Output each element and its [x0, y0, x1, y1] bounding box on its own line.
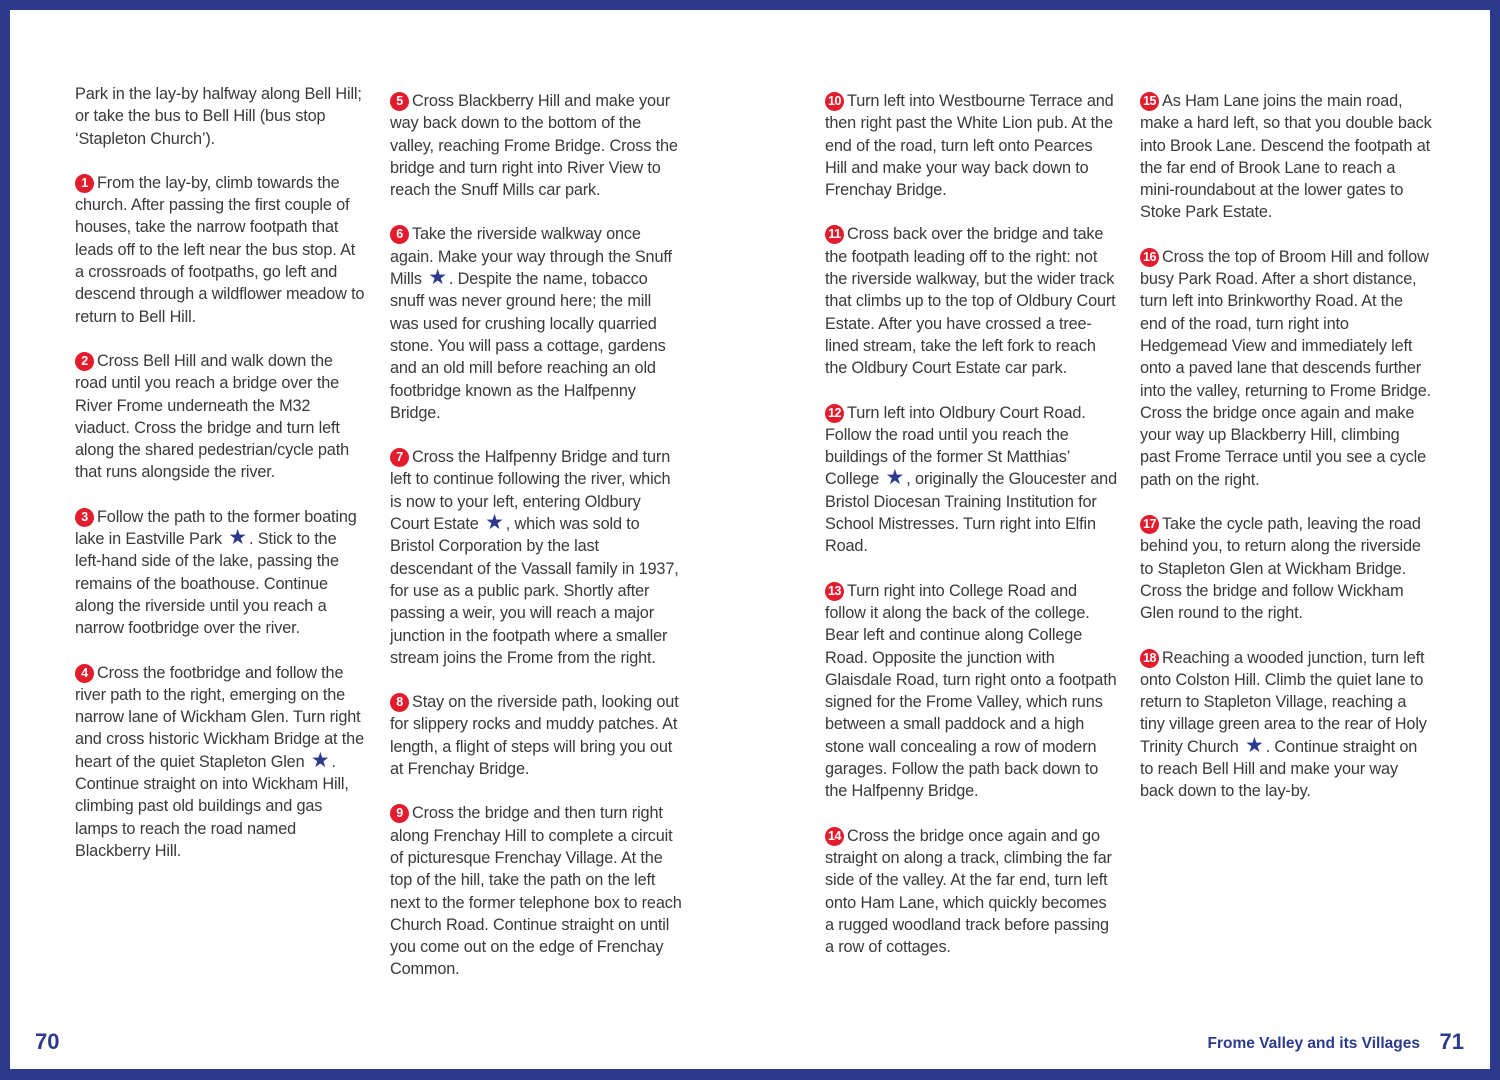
- step-number-badge: 18: [1140, 649, 1159, 668]
- step-8: 8 Stay on the riverside path, looking out for slippery rocks and muddy patches. At length, a flight of steps will bring you out at Frenchay Bridge.: [390, 693, 679, 779]
- step-7: 7 Cross the Halfpenny Bridge and turn left to continue following the river, which is now to your left, entering Oldbury Court Estate ★ , which was sold to Bristol Corporation by the last descendant of the Vassall family in 1937, for use as a public park. Shortly after passing a weir, you will reach a major junction in the footpath where a smaller stream joins the Frome from the right.: [390, 448, 679, 667]
- star-icon: ★: [485, 511, 504, 535]
- step-number-badge: 17: [1140, 515, 1159, 534]
- step-number-badge: 15: [1140, 92, 1159, 111]
- step-number-badge: 6: [390, 225, 409, 244]
- page-number-left: 70: [35, 1029, 60, 1054]
- column-2: [390, 90, 682, 1003]
- step-17: 17 Take the cycle path, leaving the road behind you, to return along the riverside to Stapleton Glen at Wickham Bridge. Cross the bridge and follow Wickham Glen round to the right.: [1140, 515, 1421, 623]
- step-2: 2 Cross Bell Hill and walk down the road until you reach a bridge over the River Frome underneath the M32 viaduct. Cross the bridge and turn left along the shared pedestrian/cycle path that runs alongside the river.: [75, 351, 349, 482]
- step-9: 9 Cross the bridge and then turn right along Frenchay Hill to complete a circuit of picturesque Frenchay Village. At the top of the hill, take the path on the left next to the former telephone box to reach Church Road. Continue straight on until you come out on the edge of Frenchay Common.: [390, 804, 682, 979]
- column-4: [1140, 90, 1432, 825]
- step-1: 1 From the lay-by, climb towards the church. After passing the first couple of houses, take the narrow footpath that leads off to the left near the bus stop. At a crossroads of footpaths, go left and descend through a wildflower meadow to return to Bell Hill.: [75, 173, 365, 326]
- intro-text: Park in the lay-by halfway along Bell Hill; or take the bus to Bell Hill (bus stop ‘Stapleton Church’).: [75, 85, 362, 148]
- star-icon: ★: [428, 266, 447, 290]
- step-number-badge: 8: [390, 693, 409, 712]
- book-spread: [10, 10, 1490, 1069]
- step-4: 4 Cross the footbridge and follow the river path to the right, emerging on the narrow lane of Wickham Glen. Turn right and cross historic Wickham Bridge at the heart of the quiet Stapleton Glen ★ . Continue straight on into Wickham Hill, climbing past old buildings and gas lamps to reach the road named Blackberry Hill.: [75, 663, 364, 860]
- step-number-badge: 7: [390, 448, 409, 467]
- step-number-badge: 10: [825, 92, 844, 111]
- step-11: 11 Cross back over the bridge and take the footpath leading off to the right: not the riverside walkway, but the wider track that climbs up to the top of Oldbury Court Estate. After you have crossed a tree-lined stream, take the left fork to reach the Oldbury Court Estate car park.: [825, 225, 1116, 378]
- step-number-badge: 12: [825, 404, 844, 423]
- step-5: 5 Cross Blackberry Hill and make your way back down to the bottom of the valley, reaching Frome Bridge. Cross the bridge and turn right into River View to reach the Snuff Mills car park.: [390, 92, 678, 200]
- star-icon: ★: [1245, 733, 1264, 757]
- step-13: 13 Turn right into College Road and follow it along the back of the college. Bear left and continue along College Road. Opposite the junction with Glaisdale Road, turn right onto a footpath signed for the Frome Valley, which runs between a small paddock and a high stone wall concealing a row of modern garages. Follow the path back down to the Halfpenny Bridge.: [825, 581, 1117, 801]
- step-6: 6 Take the riverside walkway once again. Make your way through the Snuff Mills ★ . Despite the name, tobacco snuff was never ground here; the mill was used for crushing locally quarried stone. You will pass a cottage, gardens and an old mill before reaching an old footbridge known as the Halfpenny Bridge.: [390, 225, 672, 422]
- star-icon: ★: [228, 526, 247, 550]
- step-number-badge: 3: [75, 508, 94, 527]
- step-number-badge: 16: [1140, 248, 1159, 267]
- step-3: 3 Follow the path to the former boating lake in Eastville Park ★ . Stick to the left-hand side of the lake, passing the remains of the boathouse. Continue along the riverside until you reach a narrow footbridge over the river.: [75, 507, 357, 638]
- step-14: 14 Cross the bridge once again and go straight on along a track, climbing the far side of the valley. At the far end, turn left onto Ham Lane, which quickly becomes a rugged woodland track before passing a row of cottages.: [825, 826, 1112, 957]
- page-number-right: 71: [1439, 1029, 1464, 1054]
- step-number-badge: 11: [825, 225, 844, 244]
- star-icon: ★: [310, 748, 330, 772]
- step-number-badge: 5: [390, 92, 409, 111]
- step-number-badge: 14: [825, 827, 844, 846]
- step-12: 12 Turn left into Oldbury Court Road. Follow the road until you reach the buildings of the former St Matthias’ College ★ , originally the Gloucester and Bristol Diocesan Training Institution for School Mistresses. Turn right into Elfin Road.: [825, 403, 1117, 556]
- step-number-badge: 1: [75, 174, 94, 193]
- column-1: [75, 83, 365, 884]
- step-10: 10 Turn left into Westbourne Terrace and then right past the White Lion pub. At the end of the road, turn left onto Pearces Hill and make your way back down to Frenchay Bridge.: [825, 92, 1114, 200]
- step-16: 16 Cross the top of Broom Hill and follow busy Park Road. After a short distance, turn left into Brinkworthy Road. At the end of the road, turn right into Hedgemead View and immediately left onto a paved lane that descends further into the valley, returning to Frome Bridge. Cross the bridge once again and make your way up Blackberry Hill, climbing past Frome Terrace until you see a cycle path on the right.: [1140, 247, 1431, 489]
- step-18: 18 Reaching a wooded junction, turn left onto Colston Hill. Climb the quiet lane to return to Stapleton Village, reaching a tiny village green area to the rear of Holy Trinity Church ★ . Continue straight on to reach Bell Hill and make your way back down to the lay-by.: [1140, 648, 1427, 801]
- running-title: Frome Valley and its Villages: [1207, 1035, 1420, 1052]
- step-number-badge: 13: [825, 582, 844, 601]
- column-3: [825, 90, 1117, 980]
- step-number-badge: 9: [390, 804, 409, 823]
- step-number-badge: 2: [75, 352, 94, 371]
- star-icon: ★: [885, 466, 905, 490]
- step-15: 15 As Ham Lane joins the main road, make a hard left, so that you double back into Brook Lane. Descend the footpath at the far end of Brook Lane to reach a mini-roundabout at the lower gates to Stoke Park Estate.: [1140, 92, 1432, 222]
- step-number-badge: 4: [75, 664, 94, 683]
